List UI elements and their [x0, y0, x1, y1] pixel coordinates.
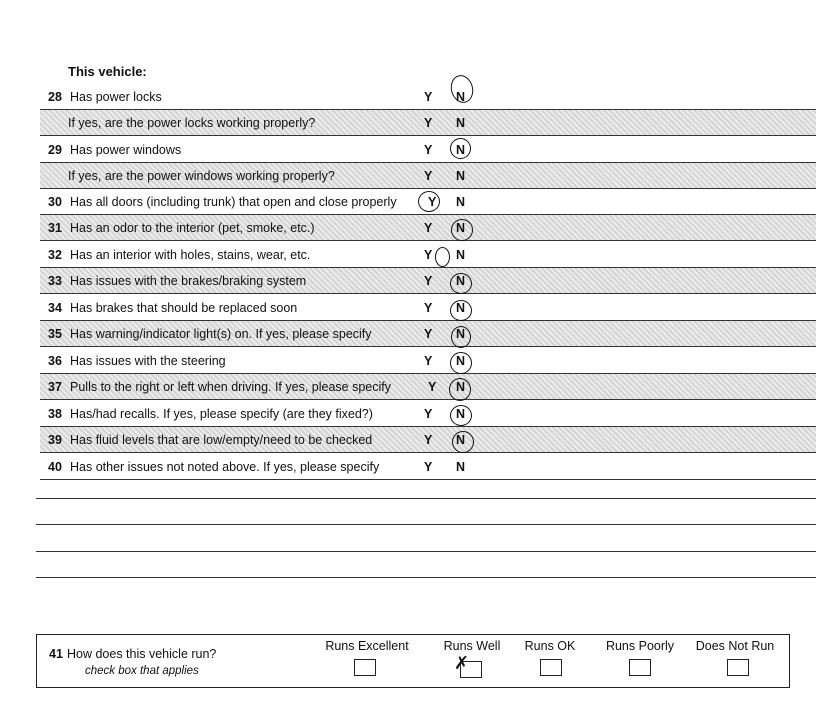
answer-no[interactable]: N — [456, 433, 466, 447]
question-text: Has all doors (including trunk) that open and close properly — [70, 195, 397, 209]
checkbox-runs-poorly[interactable] — [629, 659, 651, 676]
row-rule — [40, 479, 816, 480]
section-heading: This vehicle: — [68, 64, 147, 79]
question-number: 30 — [48, 195, 62, 209]
question-text: Has an odor to the interior (pet, smoke, etc.) — [70, 221, 315, 235]
answer-yes[interactable]: Y — [424, 274, 433, 288]
answer-no[interactable]: N — [456, 327, 466, 341]
question-row-34 — [40, 295, 816, 321]
option-label-runs-ok: Runs OK — [524, 639, 576, 653]
question-row-29 — [40, 137, 816, 163]
question-text: Has issues with the steering — [70, 354, 226, 368]
answer-no[interactable]: N — [456, 116, 466, 130]
question-row-39 — [40, 427, 816, 453]
hand-drawn-circle-icon — [450, 273, 472, 294]
answer-yes[interactable]: Y — [428, 380, 437, 394]
hand-drawn-circle-icon — [451, 326, 471, 348]
blank-answer-line[interactable] — [36, 498, 816, 499]
answer-yes[interactable]: Y — [424, 169, 433, 183]
answer-yes[interactable]: Y — [424, 143, 433, 157]
question-number: 38 — [48, 407, 62, 421]
row-rule — [40, 346, 816, 347]
checkbox-runs-excellent[interactable] — [354, 659, 376, 676]
question-row-33 — [40, 268, 816, 294]
row-rule — [40, 293, 816, 294]
question-row-28-followup — [40, 110, 816, 136]
hand-drawn-circle-icon — [452, 431, 474, 453]
answer-yes[interactable]: Y — [428, 195, 437, 209]
question-row-32 — [40, 242, 816, 268]
answer-no[interactable]: N — [456, 274, 466, 288]
answer-yes[interactable]: Y — [424, 301, 433, 315]
row-rule — [40, 135, 816, 136]
answer-no[interactable]: N — [456, 221, 466, 235]
question-row-37 — [40, 374, 816, 400]
row-rule — [40, 452, 816, 453]
blank-answer-line[interactable] — [36, 551, 816, 552]
hand-drawn-circle-icon — [418, 191, 440, 212]
row-rule — [40, 399, 816, 400]
question-text: If yes, are the power locks working properly? — [68, 116, 316, 130]
instruction-text: check box that applies — [85, 665, 199, 677]
answer-yes[interactable]: Y — [424, 407, 433, 421]
answer-yes[interactable]: Y — [424, 327, 433, 341]
question-number: 32 — [48, 248, 62, 262]
question-number: 28 — [48, 90, 62, 104]
question-number: 35 — [48, 327, 62, 341]
question-number: 41 — [49, 647, 63, 661]
answer-no[interactable]: N — [456, 460, 466, 474]
question-row-29-followup — [40, 163, 816, 189]
question-text: Has other issues not noted above. If yes, please specify — [70, 460, 380, 474]
run-condition-box — [36, 634, 790, 688]
blank-answer-line[interactable] — [36, 577, 816, 578]
question-number: 29 — [48, 143, 62, 157]
option-label-runs-poorly: Runs Poorly — [605, 639, 675, 653]
question-text: How does this vehicle run? — [67, 647, 217, 661]
question-number: 33 — [48, 274, 62, 288]
hand-drawn-circle-icon — [449, 378, 471, 401]
checkbox-runs-ok[interactable] — [540, 659, 562, 676]
question-text: Has power windows — [70, 143, 182, 157]
question-row-28 — [40, 84, 816, 110]
question-text: Has warning/indicator light(s) on. If yes, please specify — [70, 327, 372, 341]
hand-drawn-circle-icon — [450, 352, 472, 374]
question-row-31 — [40, 215, 816, 241]
question-text: Has an interior with holes, stains, wear, etc. — [70, 248, 311, 262]
question-row-36 — [40, 348, 816, 374]
question-number: 39 — [48, 433, 62, 447]
question-text: Has/had recalls. If yes, please specify (are they fixed?) — [70, 407, 373, 421]
answer-yes[interactable]: Y — [424, 248, 433, 262]
question-number: 31 — [48, 221, 62, 235]
option-label-does-not-run: Does Not Run — [695, 639, 775, 653]
question-text: Has power locks — [70, 90, 162, 104]
blank-answer-line[interactable] — [36, 524, 816, 525]
answer-no[interactable]: N — [456, 407, 466, 421]
question-number: 36 — [48, 354, 62, 368]
question-text: Has fluid levels that are low/empty/need to be checked — [70, 433, 373, 447]
answer-no[interactable]: N — [456, 143, 466, 157]
hand-drawn-circle-icon — [451, 219, 473, 241]
hand-drawn-circle-icon — [450, 405, 472, 426]
answer-yes[interactable]: Y — [424, 116, 433, 130]
question-text: Has issues with the brakes/braking system — [70, 274, 307, 288]
hand-drawn-circle-icon — [435, 247, 450, 267]
answer-no[interactable]: N — [456, 195, 466, 209]
question-number: 34 — [48, 301, 62, 315]
question-number: 40 — [48, 460, 62, 474]
option-label-runs-well: Runs Well — [443, 639, 501, 653]
row-rule — [40, 240, 816, 241]
answer-yes[interactable]: Y — [424, 354, 433, 368]
answer-no[interactable]: N — [456, 248, 466, 262]
question-row-40 — [40, 454, 816, 480]
answer-yes[interactable]: Y — [424, 90, 433, 104]
answer-yes[interactable]: Y — [424, 433, 433, 447]
hand-drawn-circle-icon — [450, 300, 472, 321]
answer-no[interactable]: N — [456, 380, 466, 394]
answer-no[interactable]: N — [456, 301, 466, 315]
answer-no[interactable]: N — [456, 354, 466, 368]
hand-drawn-circle-icon — [450, 138, 471, 159]
checkbox-does-not-run[interactable] — [727, 659, 749, 676]
answer-yes[interactable]: Y — [424, 221, 433, 235]
x-checkmark-icon: ✗ — [454, 653, 470, 674]
question-row-35 — [40, 321, 816, 347]
answer-no[interactable]: N — [456, 169, 466, 183]
question-number: 37 — [48, 380, 62, 394]
question-text: Has brakes that should be replaced soon — [70, 301, 298, 315]
answer-yes[interactable]: Y — [424, 460, 433, 474]
question-text: If yes, are the power windows working properly? — [68, 169, 335, 183]
question-text: Pulls to the right or left when driving. If yes, please specify — [70, 380, 391, 394]
answer-no[interactable]: N — [456, 90, 466, 104]
option-label-runs-excellent: Runs Excellent — [325, 639, 409, 653]
question-row-38 — [40, 401, 816, 427]
